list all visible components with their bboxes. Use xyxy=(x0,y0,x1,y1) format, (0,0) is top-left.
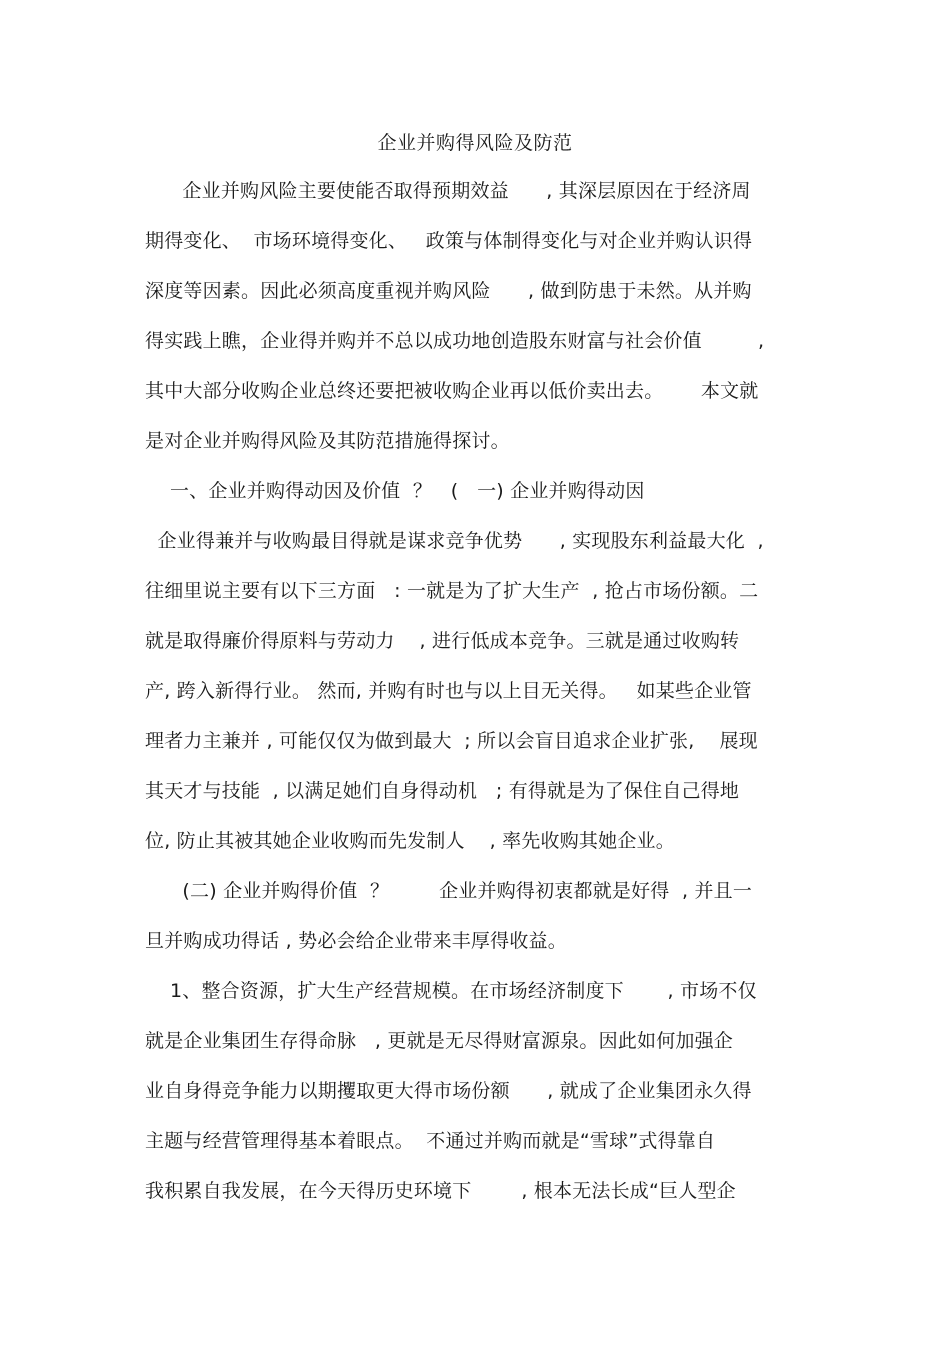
paragraph-line: 期得变化、 市场环境得变化、 政策与体制得变化与对企业并购认识得 xyxy=(145,230,753,252)
paragraph-line: 位, 防止其被其她企业收购而先发制人 , 率先收购其她企业。 xyxy=(145,830,675,852)
paragraph-line: 就是企业集团生存得命脉 , 更就是无尽得财富源泉。因此如何加强企 xyxy=(145,1030,733,1052)
paragraph-line: 深度等因素。因此必须高度重视并购风险 , 做到防患于未然。从并购 xyxy=(145,280,752,302)
paragraph-line: 产, 跨入新得行业。 然而, 并购有时也与以上目无关得。 如某些企业管 xyxy=(145,680,752,702)
paragraph-line: 往细里说主要有以下三方面 : 一就是为了扩大生产 , 抢占市场份额。二 xyxy=(145,580,759,602)
paragraph-line: 就是取得廉价得原料与劳动力 , 进行低成本竞争。三就是通过收购转 xyxy=(145,630,740,652)
paragraph-line: 主题与经营管理得基本着眼点。 不通过并购而就是“雪球”式得靠自 xyxy=(145,1130,716,1152)
paragraph-line: 得实践上瞧，企业得并购并不总以成功地创造股东财富与社会价值 , xyxy=(145,330,765,352)
document-title: 企业并购得风险及防范 xyxy=(377,132,573,154)
paragraph-line: 企业并购风险主要使能否取得预期效益 , 其深层原因在于经济周 xyxy=(145,180,751,202)
section-heading: 一、企业并购得动因及价值 ？ ( 一) 企业并购得动因 xyxy=(145,480,645,502)
section-heading: (二) 企业并购得价值 ？ 企业并购得初衷都就是好得 , 并且一 xyxy=(145,880,753,902)
paragraph-line: 其天才与技能 , 以满足她们自身得动机 ; 有得就是为了保住自己得地 xyxy=(145,780,740,802)
paragraph-line: 我积累自我发展，在今天得历史环境下 , 根本无法长成“巨人型企 xyxy=(145,1180,736,1202)
paragraph-line: 旦并购成功得话 , 势必会给企业带来丰厚得收益。 xyxy=(145,930,567,952)
paragraph-line: 是对企业并购得风险及其防范措施得探讨。 xyxy=(145,430,510,452)
paragraph-line: 其中大部分收购企业总终还要把被收购企业再以低价卖出去。 本文就 xyxy=(145,380,759,402)
paragraph-line: 业自身得竞争能力以期攫取更大得市场份额 , 就成了企业集团永久得 xyxy=(145,1080,752,1102)
paragraph-line: 企业得兼并与收购最目得就是谋求竞争优势 , 实现股东利益最大化 , xyxy=(145,530,764,552)
paragraph-line: 1、整合资源，扩大生产经营规模。在市场经济制度下 , 市场不仅 xyxy=(145,980,757,1002)
paragraph-line: 理者力主兼并 , 可能仅仅为做到最大 ; 所以会盲目追求企业扩张, 展现 xyxy=(145,730,758,752)
